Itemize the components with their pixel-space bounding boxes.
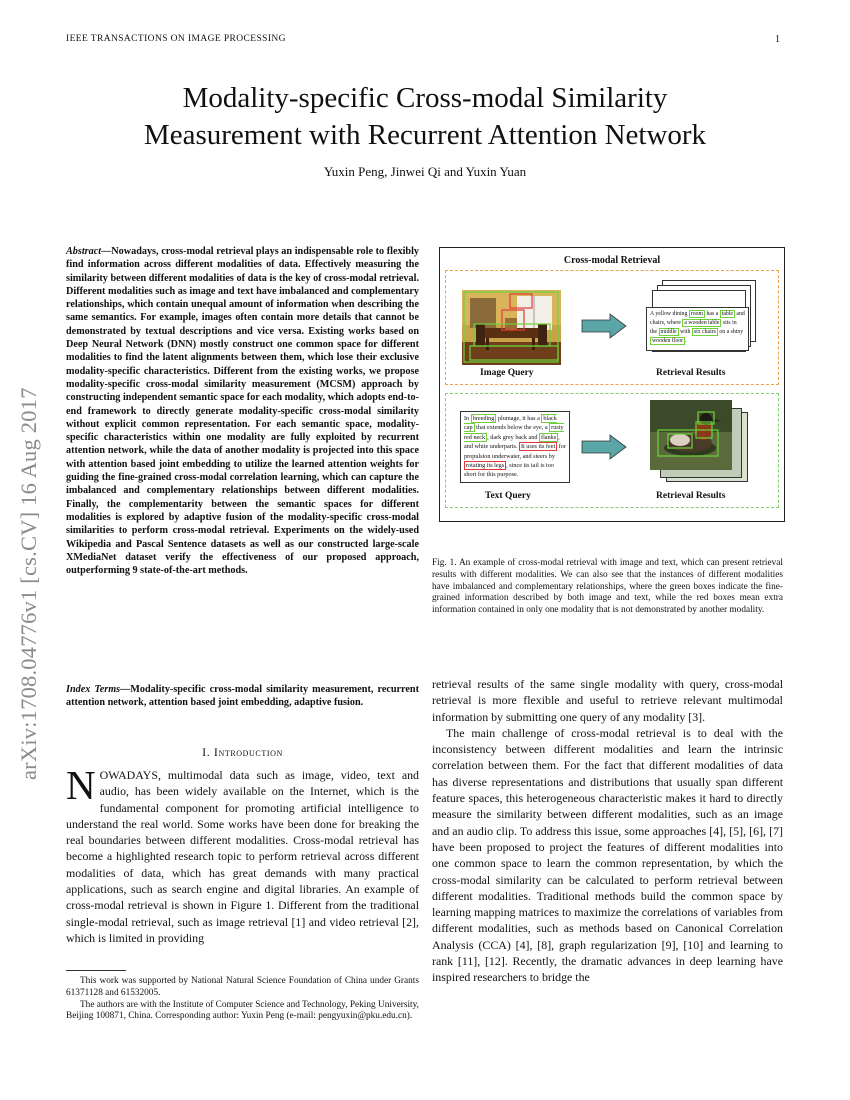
bird-photo — [650, 400, 732, 470]
intro-text: , multimodal data such as image, video, text and audio, has been widely available on the Internet, which is the fundamental component for promoting artificial intelligence to understand the real world. Some works have been done for breaking the real boundaries between different modalities. Cross-modal retrieval has become a highlighted research topic to perform retrieval across different modalities of data, which has great demands with many practical applications, such as search engine and digital libraries. An example of cross-modal retrieval is shown in Figure 1. Different from the traditional single-modal retrieval, such as image retrieval [1] and video retrieval [2], which is limited in providing — [66, 768, 419, 945]
figure-title: Cross-modal Retrieval — [563, 255, 661, 266]
retrieved-text-document — [646, 307, 749, 351]
authors: Yuxin Peng, Jinwei Qi and Yuxin Yuan — [323, 164, 527, 179]
index-terms — [66, 683, 419, 710]
dining-room-photo — [462, 290, 561, 365]
rdoc-t5: with — [678, 329, 692, 335]
grebe-image — [650, 400, 732, 470]
rdoc-h6: wooden floor — [652, 338, 684, 344]
right-column-text — [432, 676, 783, 986]
intro-lead: OWADAYS — [99, 768, 158, 782]
section-heading: I. Introduction — [202, 745, 283, 759]
qdoc-t3: that extends below the eye, a — [474, 424, 550, 432]
index-terms-label: Index Terms — [66, 684, 121, 695]
qdoc-t1: In — [464, 415, 471, 422]
index-terms-text: —Modality-specific cross-modal similarity measurement, recurrent attention network, attention based joint embedding, adaptive fusion. — [66, 684, 419, 709]
rdoc-h2: table — [721, 311, 733, 317]
right-paragraph-1: retrieval results of the same single modality with query, cross-modal retrieval is more flexible and useful to retrieve relevant multimodal information by submitting one query of any modality [3]. — [432, 677, 783, 724]
rdoc-t4: sits in the — [650, 320, 737, 335]
retrieval-results-label-1: Retrieval Results — [656, 368, 726, 378]
rdoc-t6: on a shiny — [717, 329, 744, 335]
footnote-rule — [66, 970, 126, 971]
right-paragraph-2: The main challenge of cross-modal retrieval is to deal with the inconsistency between different modalities and learn the intrinsic correlation between them. For the fact that different modalities of data has diverse representations and distributions that usually span different feature spaces, this heterogeneous characteristic makes it hard to directly measure the similarity between different modalities, such as an image and an audio clip. To address this issue, some approaches [4], [5], [6], [7] have been proposed to project the features of different modalities into one common space to learn the common representation, by which the cross-modal similarity can be calculated to perform retrieval between different modalities. Traditional methods build the common space by learning mapping matrices to maximize the correlations of variables from different modalities, such as methods based on Canonical Correlation Analysis (CCA) [4], [8], graph regularization [9], [10] and learning to rank [11], [12]. Recently, the dramatic advances in deep learning have inspired researchers to bridge the — [432, 725, 783, 985]
title-line-2: Measurement with Recurrent Attention Network — [143, 119, 707, 151]
qdoc-t5: , and white underparts. — [464, 433, 560, 451]
text-query-label: Text Query — [485, 491, 531, 501]
qdoc-r2: rotating its legs — [466, 462, 505, 470]
footnote-funding: This work was supported by National Natural Science Foundation of China under Grants 61371128 and 61532005. — [66, 976, 419, 998]
qdoc-r1: It uses its feet — [520, 443, 556, 451]
qdoc-h2: black cap — [464, 415, 557, 432]
arxiv-stamp: arXiv:1708.04776v1 [cs.CV] 16 Aug 2017 — [16, 387, 41, 780]
abstract-text: —Nowadays, cross-modal retrieval plays an indispensable role to flexibly find information across different modalities of data. Effectively measuring the similarity between different modalities of data is the key of cross-modal retrieval. Different modalities such as image and text have imbalanced and complementary relationships, which contain unequal amount of information when describing the same semantics. For example, images often contain more details that cannot be demonstrated by textual descriptions and vice versa. Existing works based on Deep Neural Network (DNN) mostly construct one common space for different modalities to find the latent alignments between them, which lose their exclusive modality-specific characteristics. Different from the existing works, we propose modality-specific cross-modal similarity measurement (MCSM) approach by constructing independent semantic space for each modality, which adopts end-to-end framework to directly generate modality-specific cross-modal similarity without explicit common representation. For each semantic space, modality-specific characteristics within one modality are fully exploited by recurrent attention network, while the data of another modality is projected into this space with attention based joint embedding to utilize the learned attention weights for guiding the fine-grained cross-modal correlation learning, which can capture the imbalanced and complementary relationships between different modalities. Finally, the complementarity between the semantic spaces for different modalities is explored by adaptive fusion of the modality-specific cross-modal similarities to perform cross-modal retrieval. Experiments on the widely-used Wikipedia and Pascal Sentence datasets as well as our constructed large-scale XMediaNet dataset verify the effectiveness of our proposed approach, outperforming 9 state-of-the-art methods. — [66, 246, 419, 577]
footnotes — [66, 976, 419, 1023]
qdoc-h4: flanks — [541, 433, 557, 441]
rdoc-t2: has a — [705, 311, 720, 317]
arrow-icon — [580, 313, 630, 339]
dining-room-image — [462, 290, 561, 365]
qdoc-t7: , since its tail is too short for this purpose. — [464, 462, 554, 479]
figure-1 — [439, 247, 785, 522]
page-number: 1 — [775, 34, 780, 45]
rdoc-t3: and chairs, where — [650, 311, 745, 326]
qdoc-t6: for propulsion underwater, and steers by — [464, 443, 566, 460]
qdoc-h3: rusty red neck — [464, 424, 564, 441]
rdoc-h1: room — [690, 311, 704, 317]
figure-caption: Fig. 1. An example of cross-modal retrieval with image and text, which can present retrieval results with different modalities. We can also see that the instances of different modalities have imbalanced and complementary relationships, where the green boxes indicate the fine-grained information described by both image and text, while the red boxes mean extra information contained in only one modality that is not demonstrated by another modality. — [432, 558, 783, 616]
rdoc-h3: a wooden table — [684, 320, 720, 326]
qdoc-t4: , dark grey back and — [487, 433, 540, 441]
title-line-1: Modality-specific Cross-modal Similarity — [182, 82, 668, 114]
rdoc-t1: A yellow dining — [650, 311, 689, 317]
dropcap: N — [66, 762, 96, 808]
intro-paragraph — [66, 762, 419, 946]
image-query-label: Image Query — [480, 368, 534, 378]
retrieval-results-label-2: Retrieval Results — [656, 491, 726, 501]
abstract — [66, 245, 419, 577]
abstract-label: Abstract — [66, 246, 102, 257]
rdoc-h4: middle — [660, 329, 677, 335]
qdoc-h1: breeding — [472, 415, 495, 422]
journal-header: IEEE TRANSACTIONS ON IMAGE PROCESSING — [66, 34, 286, 44]
arrow-icon-2 — [580, 434, 630, 460]
text-query-document — [460, 411, 570, 483]
rdoc-t7: . — [685, 338, 687, 344]
paper-title — [60, 80, 790, 154]
footnote-affiliation: The authors are with the Institute of Computer Science and Technology, Peking University, Beijing 100871, China. Corresponding author: Yuxin Peng (e-mail: pengyuxin@pku.edu.cn). — [66, 999, 419, 1022]
rdoc-h5: six chairs — [693, 329, 716, 335]
qdoc-t2: plumage, it has a — [496, 415, 542, 422]
